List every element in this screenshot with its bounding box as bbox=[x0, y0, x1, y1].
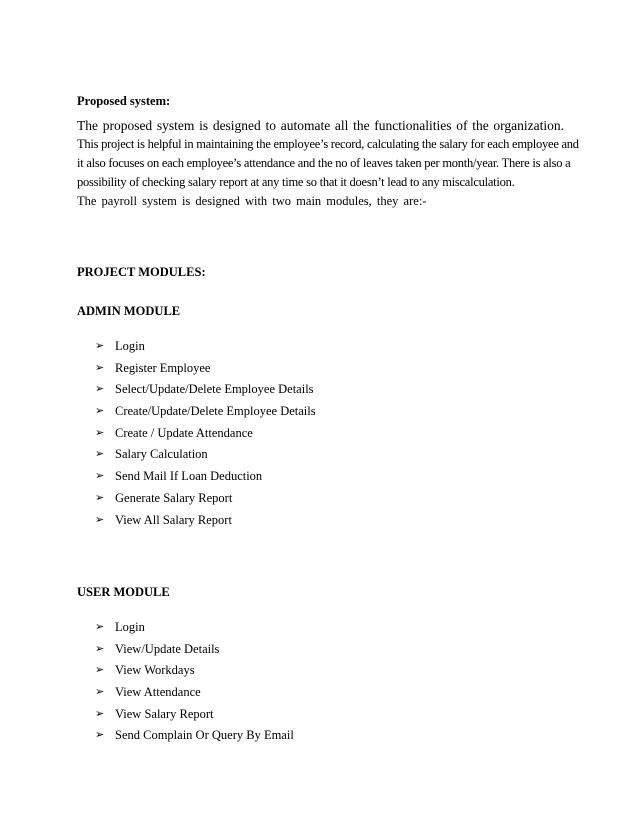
list-item-label: Salary Calculation bbox=[115, 447, 208, 462]
user-module-heading: USER MODULE bbox=[77, 585, 170, 599]
list-item bbox=[95, 379, 316, 401]
list-item-label: Create/Update/Delete Employee Details bbox=[115, 404, 316, 419]
arrow-bullet-icon: ➢ bbox=[95, 491, 105, 504]
arrow-bullet-icon: ➢ bbox=[95, 383, 105, 396]
arrow-bullet-icon: ➢ bbox=[95, 405, 105, 418]
proposed-system-paragraph bbox=[77, 116, 579, 192]
list-item bbox=[95, 639, 294, 661]
list-item bbox=[95, 510, 316, 532]
list-item bbox=[95, 725, 294, 747]
arrow-bullet-icon: ➢ bbox=[95, 664, 105, 677]
list-item bbox=[95, 617, 294, 639]
paragraph-line-2: This project is helpful in maintaining the employee’s record, calculating the salary for each employee and bbox=[77, 137, 579, 151]
paragraph-line-3: it also focuses on each employee’s attendance and the no of leaves taken per month/year. There is also a bbox=[77, 156, 571, 170]
list-item bbox=[95, 704, 294, 726]
list-item bbox=[95, 466, 316, 488]
list-item-label: Login bbox=[115, 339, 145, 353]
arrow-bullet-icon: ➢ bbox=[95, 513, 105, 526]
list-item bbox=[95, 488, 316, 510]
list-item-label: View/Update Details bbox=[115, 641, 220, 656]
user-module-list bbox=[95, 617, 294, 747]
arrow-bullet-icon: ➢ bbox=[95, 448, 105, 461]
list-item-label: View Workdays bbox=[115, 663, 195, 678]
arrow-bullet-icon: ➢ bbox=[95, 686, 105, 699]
list-item-label: Generate Salary Report bbox=[115, 490, 233, 505]
list-item bbox=[95, 423, 316, 445]
arrow-bullet-icon: ➢ bbox=[95, 621, 105, 633]
admin-module-heading: ADMIN MODULE bbox=[77, 304, 181, 318]
payroll-intro: The payroll system is designed with two main modules, they are:- bbox=[77, 194, 427, 208]
arrow-bullet-icon: ➢ bbox=[95, 470, 105, 483]
arrow-bullet-icon: ➢ bbox=[95, 707, 105, 720]
list-item bbox=[95, 336, 316, 358]
arrow-bullet-icon: ➢ bbox=[95, 426, 105, 439]
list-item-label: Register Employee bbox=[115, 360, 211, 375]
list-item bbox=[95, 660, 294, 682]
list-item-label: Login bbox=[115, 620, 145, 634]
list-item-label: View Attendance bbox=[115, 685, 201, 700]
list-item bbox=[95, 358, 316, 380]
list-item-label: Select/Update/Delete Employee Details bbox=[115, 382, 314, 397]
arrow-bullet-icon: ➢ bbox=[95, 729, 105, 742]
list-item-label: Send Mail If Loan Deduction bbox=[115, 469, 263, 484]
list-item-label: View All Salary Report bbox=[115, 512, 232, 527]
paragraph-line-1: The proposed system is designed to automate all the functionalities of the organization. bbox=[77, 118, 564, 133]
paragraph-line-4: possibility of checking salary report at any time so that it doesn’t lead to any miscalculation. bbox=[77, 175, 515, 189]
list-item-label: Create / Update Attendance bbox=[115, 425, 253, 440]
list-item-label: Send Complain Or Query By Email bbox=[115, 728, 294, 743]
list-item-label: View Salary Report bbox=[115, 706, 214, 721]
arrow-bullet-icon: ➢ bbox=[95, 642, 105, 655]
admin-module-list bbox=[95, 336, 316, 531]
project-modules-heading: PROJECT MODULES: bbox=[77, 265, 206, 279]
arrow-bullet-icon: ➢ bbox=[95, 361, 105, 374]
list-item bbox=[95, 401, 316, 423]
list-item bbox=[95, 444, 316, 466]
proposed-system-heading: Proposed system: bbox=[77, 94, 171, 108]
arrow-bullet-icon: ➢ bbox=[95, 340, 105, 352]
list-item bbox=[95, 682, 294, 704]
